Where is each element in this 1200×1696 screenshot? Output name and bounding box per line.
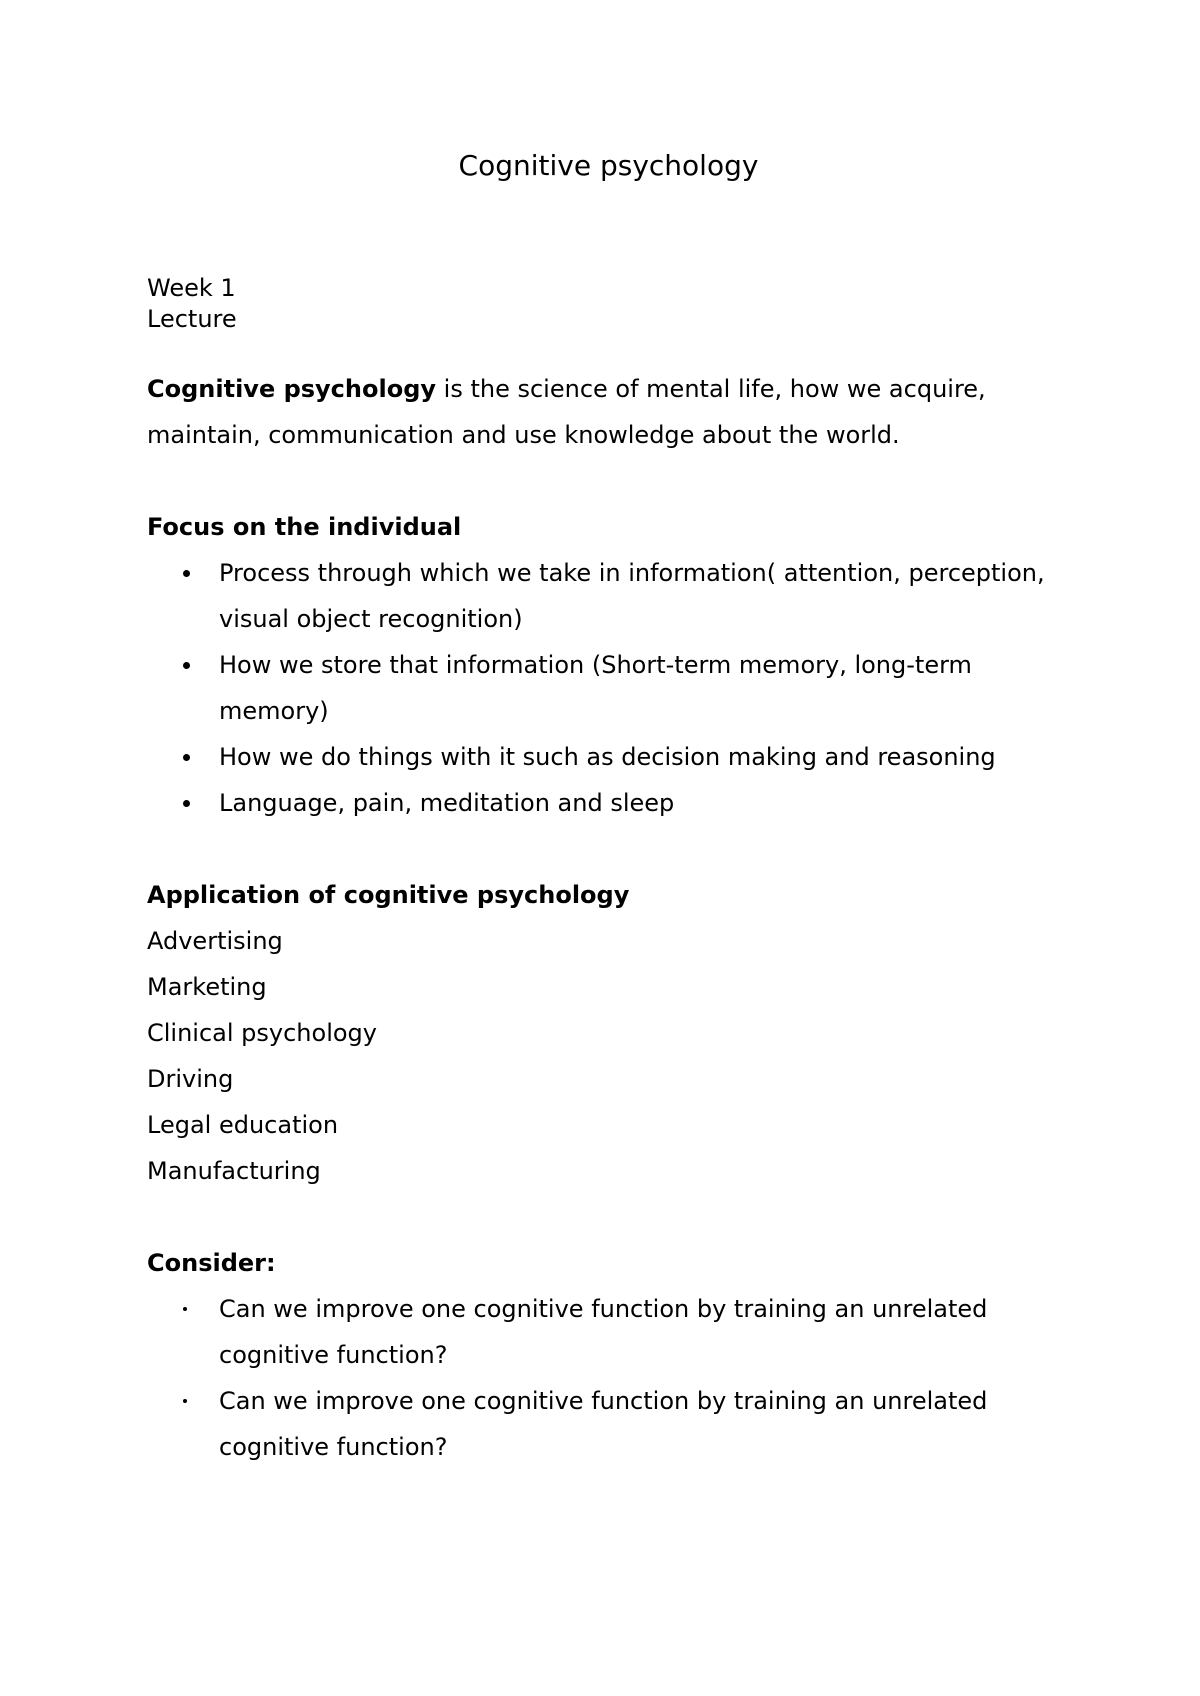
bullet-icon <box>183 570 190 577</box>
week-label: Week 1 <box>147 274 236 302</box>
focus-heading: Focus on the individual <box>147 513 462 541</box>
list-item: Can we improve one cognitive function by training an unrelated cognitive function? <box>219 1286 1070 1378</box>
list-item: Can we improve one cognitive function by training an unrelated cognitive function? <box>219 1378 1070 1470</box>
definition-paragraph <box>147 366 1070 458</box>
list-item: Marketing <box>147 973 267 1001</box>
document-title: Cognitive psychology <box>458 149 759 182</box>
focus-list <box>147 550 1070 826</box>
application-list <box>147 918 1070 1194</box>
definition-term: Cognitive psychology <box>147 375 437 403</box>
application-heading: Application of cognitive psychology <box>147 881 630 909</box>
consider-section <box>147 1240 1070 1470</box>
list-item: How we do things with it such as decision making and reasoning <box>219 734 1070 780</box>
list-item: Driving <box>147 1065 234 1093</box>
list-item: Manufacturing <box>147 1157 321 1185</box>
list-item: Language, pain, meditation and sleep <box>219 780 1070 826</box>
consider-list <box>147 1286 1070 1470</box>
application-section <box>147 872 1070 1194</box>
definition-text: is the science of mental life, how we acquire, maintain, communication and use knowledge about the world. <box>147 375 986 449</box>
consider-heading: Consider: <box>147 1249 276 1277</box>
list-item: How we store that information (Short-term memory, long-term memory) <box>219 642 1070 734</box>
bullet-icon <box>183 662 190 669</box>
bullet-icon <box>183 754 190 761</box>
lecture-meta <box>147 273 1070 335</box>
lecture-label: Lecture <box>147 305 237 333</box>
bullet-icon <box>183 1399 187 1403</box>
list-item: Advertising <box>147 927 283 955</box>
bullet-icon <box>183 1307 187 1311</box>
bullet-icon <box>183 800 190 807</box>
list-item: Process through which we take in information( attention, perception, visual object recognition) <box>219 550 1070 642</box>
list-item: Legal education <box>147 1111 339 1139</box>
list-item: Clinical psychology <box>147 1019 377 1047</box>
focus-section <box>147 504 1070 826</box>
